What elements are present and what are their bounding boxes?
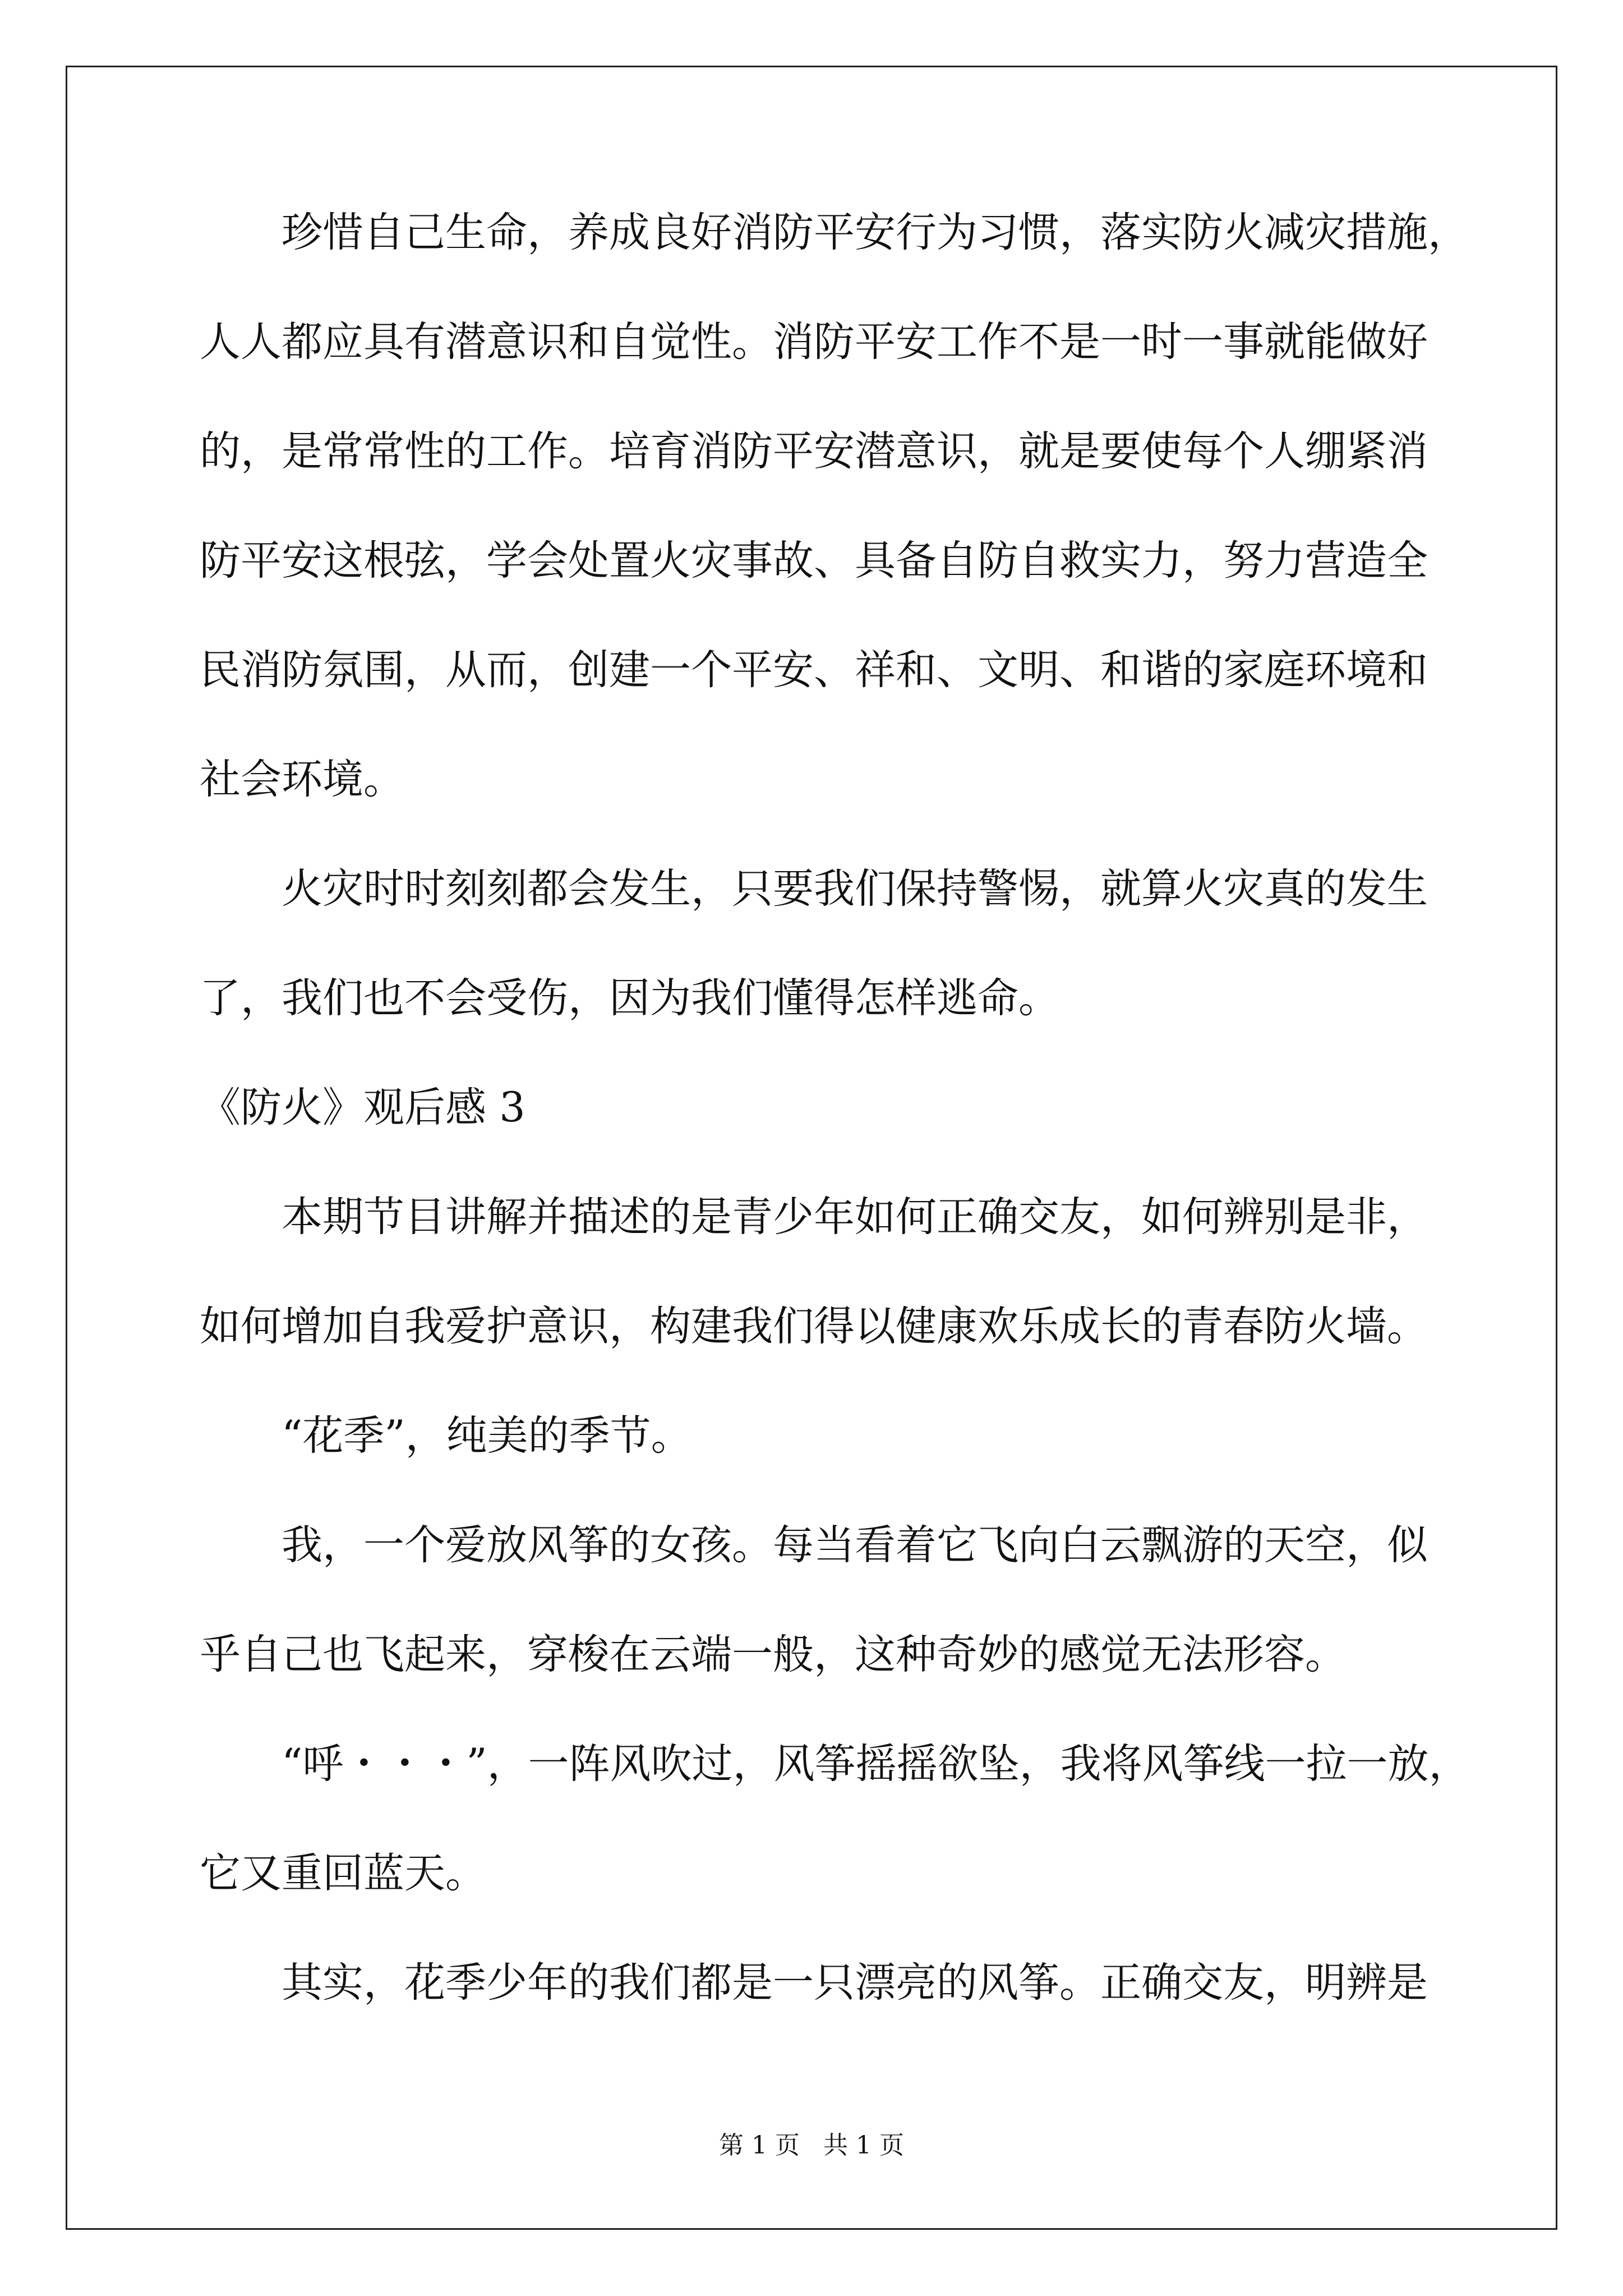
text-line: 社会环境。: [200, 756, 404, 803]
text-line: 民消防氛围，从而，创建一个平安、祥和、文明、和谐的家庭环境和: [200, 646, 1428, 694]
text-line: 如何增加自我爱护意识，构建我们得以健康欢乐成长的青春防火墙。: [200, 1303, 1428, 1350]
text-line: 了，我们也不会受伤，因为我们懂得怎样逃命。: [200, 974, 1059, 1022]
text-line: 防平安这根弦，学会处置火灾事故、具备自防自救实力，努力营造全: [200, 537, 1428, 585]
text-line: 本期节目讲解并描述的是青少年如何正确交友，如何辨别是非，: [282, 1193, 1428, 1241]
text-line: 其实，花季少年的我们都是一只漂亮的风筝。正确交友，明辨是: [282, 1959, 1428, 2007]
text-line: 我，一个爱放风筝的女孩。每当看着它飞向白云飘游的天空，似: [282, 1521, 1428, 1569]
text-line: 人人都应具有潜意识和自觉性。消防平安工作不是一时一事就能做好: [200, 318, 1428, 366]
text-line: 的，是常常性的工作。培育消防平安潜意识，就是要使每个人绷紧消: [200, 427, 1428, 475]
page-footer: 第 1 页 共 1 页: [719, 2131, 904, 2160]
text-line: “花季”，纯美的季节。: [282, 1412, 692, 1460]
text-line: 它又重回蓝天。: [200, 1849, 486, 1897]
page-border: [66, 66, 1557, 2230]
text-line: 火灾时时刻刻都会发生，只要我们保持警惕，就算火灾真的发生: [282, 865, 1428, 913]
text-line: “呼・・・”，一阵风吹过，风筝摇摇欲坠，我将风筝线一拉一放，: [282, 1740, 1470, 1788]
text-line: 乎自己也飞起来，穿梭在云端一般，这种奇妙的感觉无法形容。: [200, 1631, 1346, 1678]
text-line: 珍惜自己生命，养成良好消防平安行为习惯，落实防火减灾措施，: [282, 209, 1469, 256]
section-heading: 《防火》观后感 3: [200, 1084, 525, 1131]
